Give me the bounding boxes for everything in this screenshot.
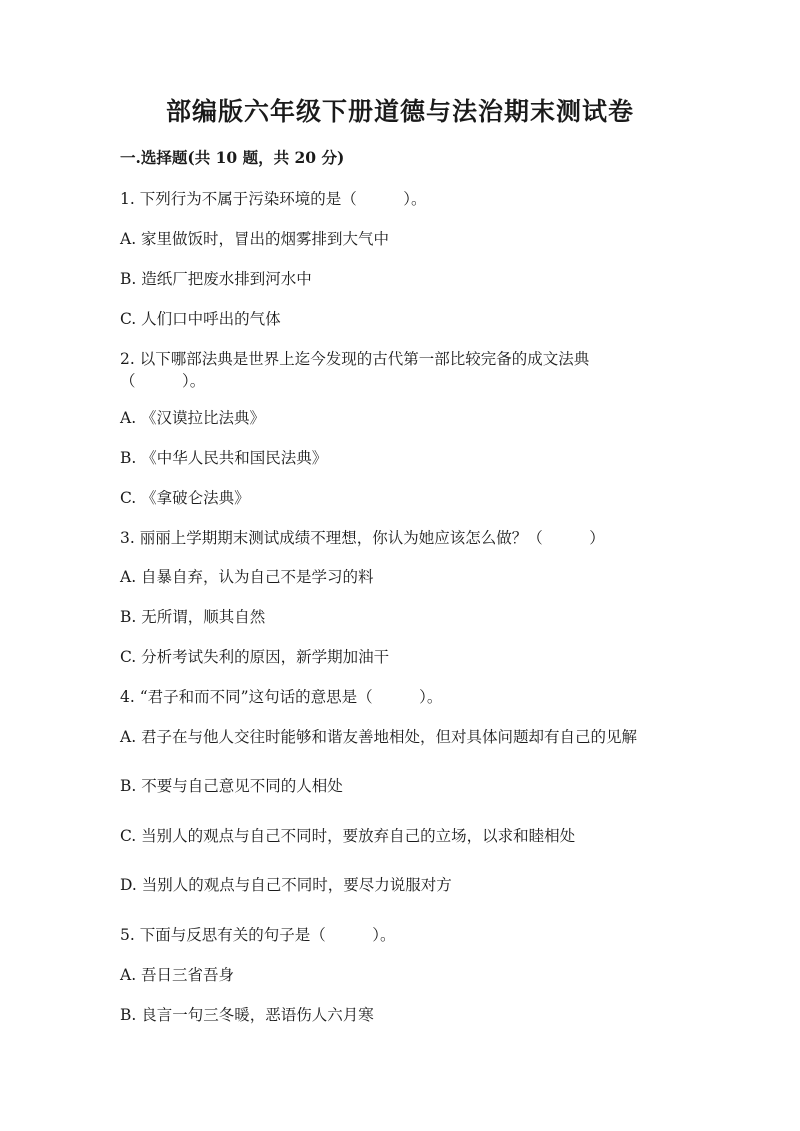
question-2-option-c: C. 《拿破仑法典》	[120, 489, 250, 507]
question-3-option-a: A. 自暴自弃，认为自己不是学习的料	[120, 568, 374, 586]
question-2-option-b: B. 《中华人民共和国民法典》	[120, 449, 328, 467]
page-title: 部编版六年级下册道德与法治期末测试卷	[165, 97, 634, 126]
question-5-option-a: A. 吾日三省吾身	[120, 966, 235, 984]
question-4-option-a: A. 君子在与他人交往时能够和谐友善地相处，但对具体问题却有自己的见解	[120, 728, 638, 746]
question-1-option-c: C. 人们口中呼出的气体	[120, 310, 281, 328]
question-5-option-b: B. 良言一句三冬暖，恶语伤人六月寒	[120, 1006, 374, 1024]
question-2-stem: 2. 以下哪部法典是世界上迄今发现的古代第一部比较完备的成文法典	[120, 350, 590, 368]
question-4-stem: 4. “君子和而不同”这句话的意思是（ ）。	[120, 688, 443, 706]
question-5-stem: 5. 下面与反思有关的句子是（ ）。	[120, 926, 396, 944]
question-1-stem: 1. 下列行为不属于污染环境的是（ ）。	[120, 190, 427, 208]
section-heading: 一.选择题(共 10 题，共 20 分)	[120, 148, 345, 167]
question-4-option-c: C. 当别人的观点与自己不同时，要放弃自己的立场，以求和睦相处	[120, 827, 576, 845]
question-4-option-d: D. 当别人的观点与自己不同时，要尽力说服对方	[120, 876, 452, 894]
question-4-option-b: B. 不要与自己意见不同的人相处	[120, 777, 343, 795]
question-3-option-c: C. 分析考试失利的原因，新学期加油干	[120, 648, 390, 666]
question-1-option-a: A. 家里做饭时，冒出的烟雾排到大气中	[120, 230, 390, 248]
question-3-option-b: B. 无所谓，顺其自然	[120, 608, 266, 626]
question-2-stem-continuation: （ ）。	[120, 372, 206, 390]
question-3-stem: 3. 丽丽上学期期末测试成绩不理想，你认为她应该怎么做？（ ）	[120, 529, 605, 547]
question-1-option-b: B. 造纸厂把废水排到河水中	[120, 270, 312, 288]
question-2-option-a: A. 《汉谟拉比法典》	[120, 409, 266, 427]
